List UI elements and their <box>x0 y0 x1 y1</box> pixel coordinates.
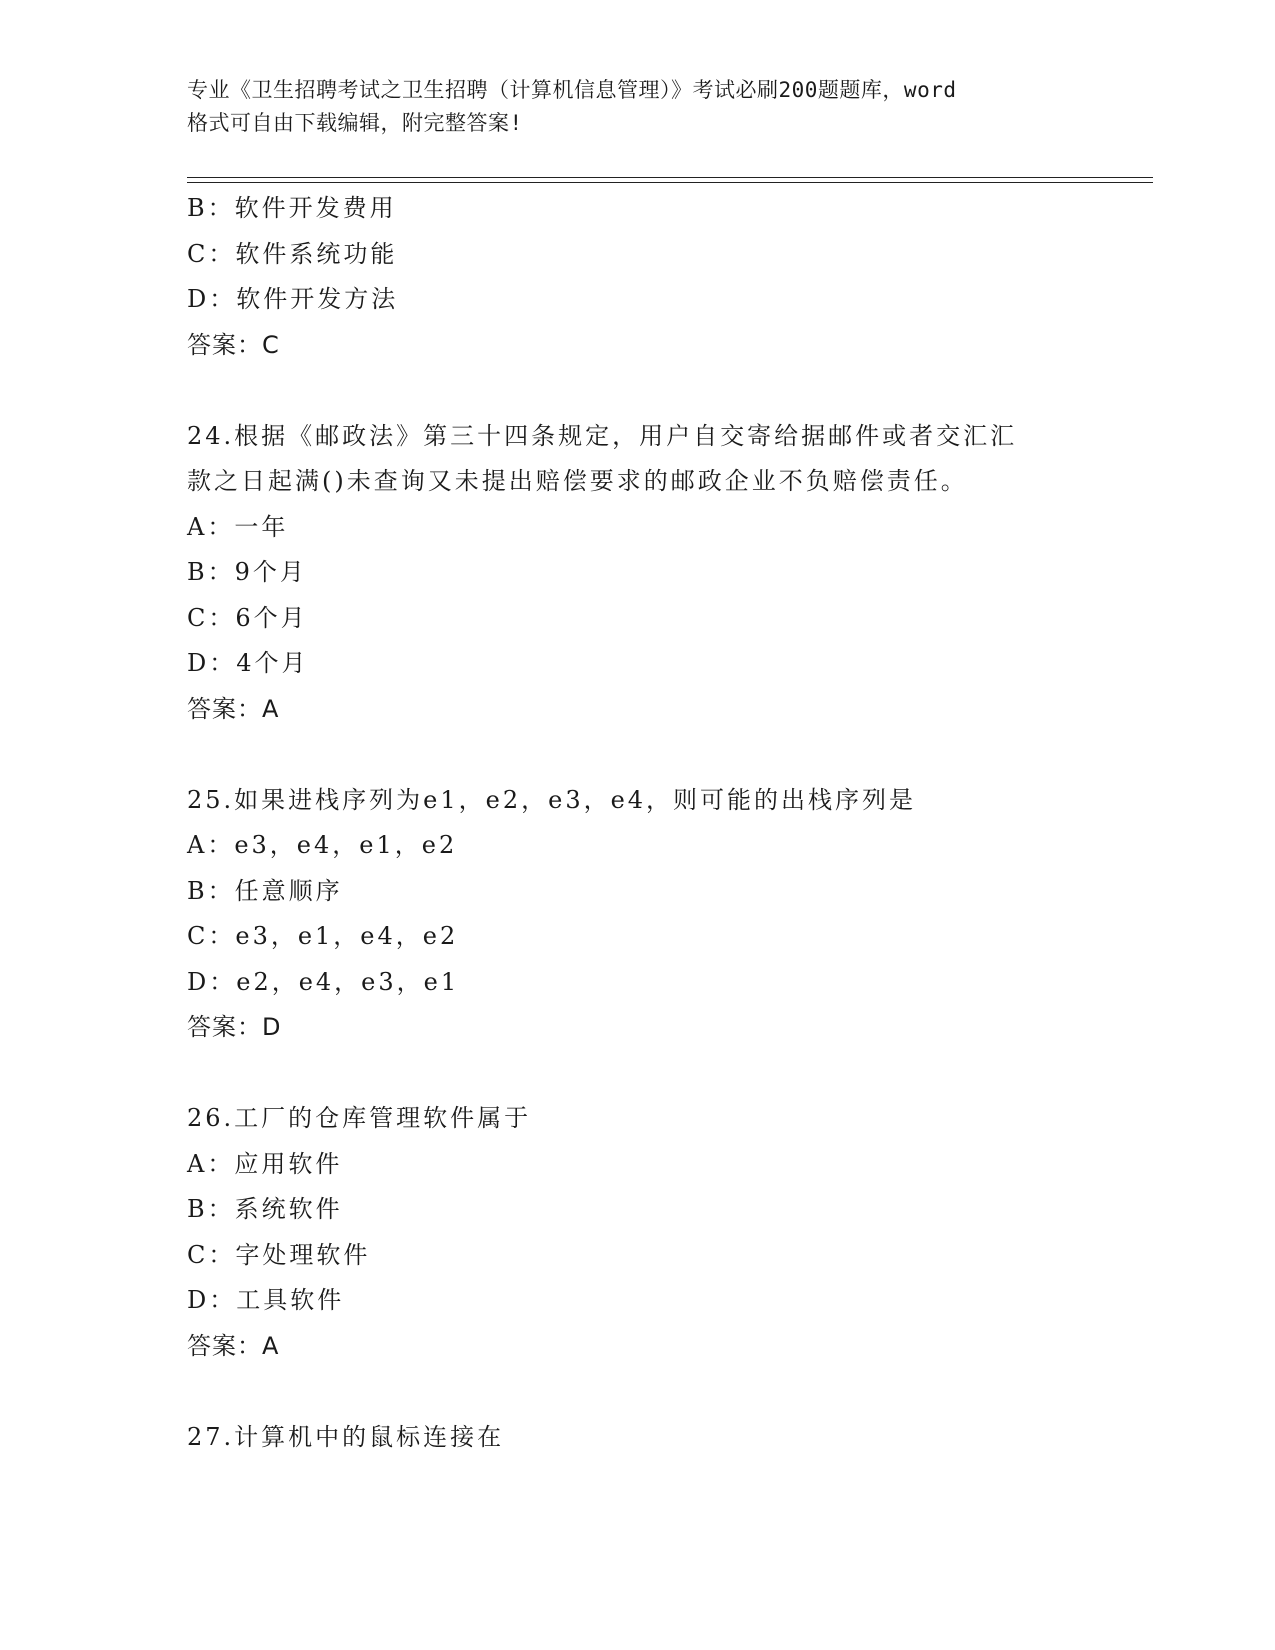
option-c: C：字处理软件 <box>187 1240 371 1269</box>
option-b: B：任意顺序 <box>187 876 343 905</box>
question-text-line-1: 24.根据《邮政法》第三十四条规定，用户自交寄给据邮件或者交汇汇 <box>187 421 1018 450</box>
document-header <box>187 74 1087 140</box>
option-c: C：6个月 <box>187 603 308 632</box>
question-text-line-2: 款之日起满()未查询又未提出赔偿要求的邮政企业不负赔偿责任。 <box>187 467 968 495</box>
question-24 <box>187 414 1107 733</box>
option-b: B：9个月 <box>187 558 307 586</box>
option-c: C：e3，e1，e4，e2 <box>187 922 459 950</box>
option-d: D：软件开发方法 <box>187 285 399 313</box>
option-b: B：系统软件 <box>187 1195 343 1223</box>
question-23-tail <box>187 186 1107 368</box>
header-line-2: 格式可自由下载编辑，附完整答案! <box>187 111 523 135</box>
question-content <box>187 186 1107 1460</box>
answer-line: 答案：A <box>187 694 280 723</box>
spacer <box>187 1051 1107 1097</box>
question-27 <box>187 1415 1107 1461</box>
option-a: A：应用软件 <box>187 1149 343 1178</box>
answer-line: 答案：A <box>187 1331 280 1360</box>
question-26 <box>187 1096 1107 1369</box>
option-d: D：e2，e4，e3，e1 <box>187 967 460 996</box>
spacer <box>187 732 1107 778</box>
option-d: D：4个月 <box>187 649 309 677</box>
question-text: 27.计算机中的鼠标连接在 <box>187 1422 505 1451</box>
question-25 <box>187 778 1107 1051</box>
option-a: A：e3，e4，e1，e2 <box>187 831 458 859</box>
spacer <box>187 368 1107 414</box>
header-divider-top <box>187 177 1153 178</box>
header-divider-bottom <box>187 182 1153 183</box>
question-text: 26.工厂的仓库管理软件属于 <box>187 1104 532 1132</box>
question-text: 25.如果进栈序列为e1，e2，e3，e4，则可能的出栈序列是 <box>187 785 917 814</box>
option-a: A：一年 <box>187 512 289 541</box>
answer-line: 答案：D <box>187 1013 282 1041</box>
answer-line: 答案：C <box>187 330 280 359</box>
header-line-1: 专业《卫生招聘考试之卫生招聘（计算机信息管理）》考试必刷200题题库，word <box>187 78 957 102</box>
spacer <box>187 1369 1107 1415</box>
option-b: B：软件开发费用 <box>187 194 397 222</box>
option-c: C：软件系统功能 <box>187 239 398 268</box>
option-d: D：工具软件 <box>187 1286 345 1314</box>
